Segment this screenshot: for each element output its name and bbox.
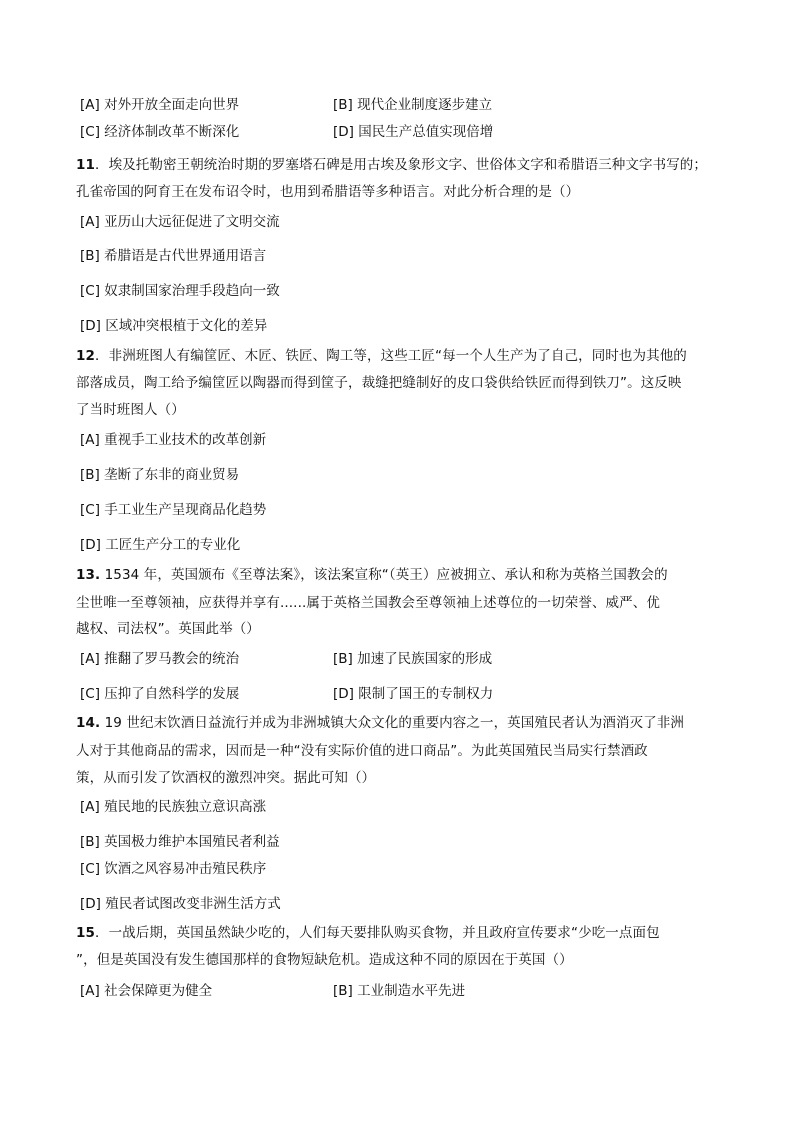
q11-line-2: 孔雀帝国的阿育王在发布诏令时，也用到希腊语等多种语言。对此分析合理的是（） <box>76 184 580 200</box>
q15-line-2: ”，但是英国没有发生德国那样的食物短缺危机。造成这种不同的原因在于英国（） <box>76 952 573 968</box>
q13-option-b: [B] 加速了民族国家的形成 <box>333 651 493 667</box>
q13-option-a: [A] 推翻了罗马教会的统治 <box>80 651 240 667</box>
q15-line-1: 15．一战后期，英国虽然缺少吃的，人们每天要排队购买食物，并且政府宣传要求“少吃一点面包 <box>76 925 660 941</box>
q12-line-1: 12．非洲班图人有编筐匠、木匠、铁匠、陶工等，这些工匠“每一个人生产为了自己，同时也为其他的 <box>76 348 687 364</box>
q12-option-b: [B] 垄断了东非的商业贸易 <box>80 467 240 483</box>
q11-option-b: [B] 希腊语是古代世界通用语言 <box>80 248 267 264</box>
q12-option-d: [D] 工匠生产分工的专业化 <box>80 537 241 553</box>
q14-option-d: [D] 殖民者试图改变非洲生活方式 <box>80 896 281 912</box>
q12-option-a: [A] 重视手工业技术的改革创新 <box>80 432 267 448</box>
q10-option-c: [C] 经济体制改革不断深化 <box>80 124 240 140</box>
q11-option-c: [C] 奴隶制国家治理手段趋向一致 <box>80 283 280 299</box>
q12-option-c: [C] 手工业生产呈现商品化趋势 <box>80 502 267 518</box>
q13-option-d: [D] 限制了国王的专制权力 <box>333 686 494 702</box>
q13-line-1: 13. 1534 年，英国颁布《至尊法案》，该法案宣称“（英王）应被拥立、承认和称为英格兰国教会的 <box>76 567 668 583</box>
q15-option-a: [A] 社会保障更为健全 <box>80 983 213 999</box>
q11-line-1: 11．埃及托勒密王朝统治时期的罗塞塔石碑是用古埃及象形文字、世俗体文字和希腊语三种文字书写的； <box>76 157 707 173</box>
q14-option-c: [C] 饮酒之风容易冲击殖民秩序 <box>80 861 267 877</box>
q14-line-1: 14. 19 世纪末饮酒日益流行并成为非洲城镇大众文化的重要内容之一，英国殖民者认为酒消灭了非洲 <box>76 715 684 731</box>
q14-line-3: 策，从而引发了饮酒权的激烈冲突。据此可知（） <box>76 770 376 786</box>
q13-option-c: [C] 压抑了自然科学的发展 <box>80 686 240 702</box>
q11-option-d: [D] 区域冲突根植于文化的差异 <box>80 318 268 334</box>
q10-option-a: [A] 对外开放全面走向世界 <box>80 97 240 113</box>
q12-line-3: 了当时班图人（） <box>76 402 185 418</box>
q13-line-2: 尘世唯一至尊领袖，应获得并享有......属于英格兰国教会至尊领袖上述尊位的一切荣誉、威严、优 <box>76 595 660 611</box>
q12-line-2: 部落成员，陶工给予编筐匠以陶器而得到筐子，裁缝把缝制好的皮口袋供给铁匠而得到铁刀”。这反映 <box>76 375 682 391</box>
q13-line-3: 越权、司法权”。英国此举（） <box>76 621 260 637</box>
q11-option-a: [A] 亚历山大远征促进了文明交流 <box>80 214 280 230</box>
q15-option-b: [B] 工业制造水平先进 <box>333 983 466 999</box>
q14-option-a: [A] 殖民地的民族独立意识高涨 <box>80 799 267 815</box>
q14-option-b: [B] 英国极力维护本国殖民者利益 <box>80 834 280 850</box>
q10-option-d: [D] 国民生产总值实现倍增 <box>333 124 494 140</box>
q10-option-b: [B] 现代企业制度逐步建立 <box>333 97 493 113</box>
q14-line-2: 人对于其他商品的需求，因而是一种“没有实际价值的进口商品”。为此英国殖民当局实行禁酒政 <box>76 743 648 759</box>
